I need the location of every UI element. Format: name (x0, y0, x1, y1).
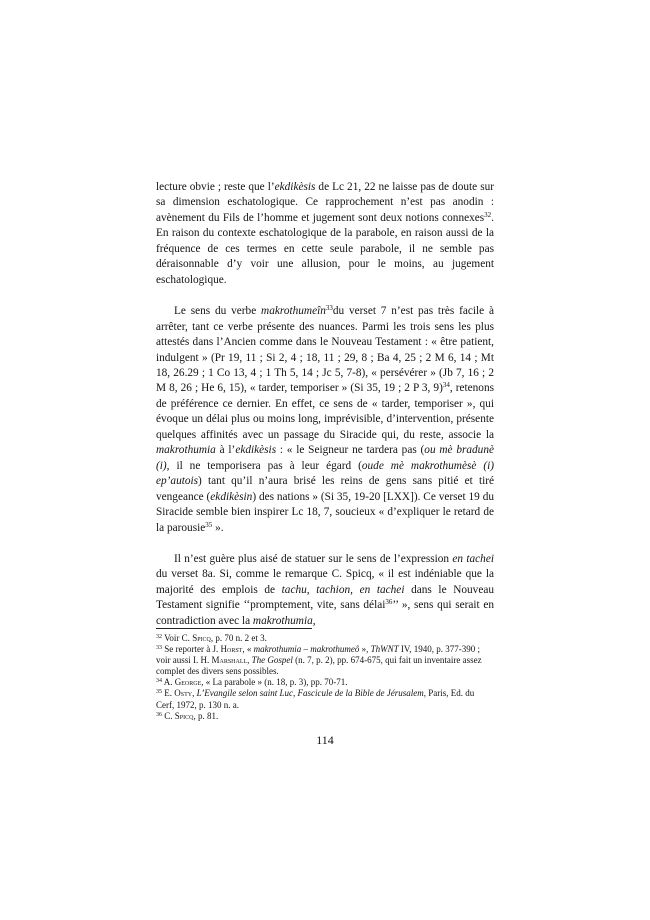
italic-text: ThWNT (370, 644, 399, 655)
text-run: , il ne temporisera pas à leur égard ( (166, 459, 362, 472)
footnote (156, 633, 494, 644)
footnote-number: 34 (156, 678, 162, 685)
footnote-ref: 33 (325, 304, 333, 313)
text-run: (n. 7, p. 2), pp. 674-675, qui fait un inventaire assez complet des divers sens possibles. (156, 655, 482, 677)
italic-text: L’Evangile selon saint Luc, Fascicule de la Bible de Jérusalem (196, 688, 424, 699)
italic-text: makrothumia – makrothumeô (253, 644, 360, 655)
text-run: , Paris, Ed. du Cerf, 1972, p. 130 n. a. (156, 688, 475, 710)
footnote-number: 35 (156, 689, 162, 696)
text-run: du verset 8a. Si, comme le remarque C. Spicq, « il est indéniable que la majorité des emplois de (156, 568, 494, 596)
text-run: E. (164, 688, 175, 699)
paragraph-gap (156, 536, 494, 552)
author-name: Horst (220, 644, 243, 655)
footnote-number: 36 (156, 711, 162, 718)
footnote-ref: 34 (442, 381, 450, 390)
italic-text: ekdikèsin (210, 490, 253, 503)
text-run: : « le Seigneur ne tardera pas ( (276, 444, 425, 457)
text-run: », (359, 644, 371, 655)
footnote-number: 33 (156, 645, 162, 652)
text-run: ’’ », sens qui serait en contradiction avec la (156, 599, 494, 627)
text-run: ». (212, 521, 224, 534)
text-run: , p. 81. (193, 710, 219, 721)
footnote-ref: 32 (484, 210, 492, 219)
text-run: , (247, 655, 252, 666)
text-run: Voir C. (164, 633, 193, 643)
author-name: Osty (174, 688, 193, 699)
text-run: IV, 1940, p. 377-390 ; voir aussi I. H. (156, 644, 481, 666)
footnotes (156, 633, 494, 722)
text-run: dans le Nouveau Testament signifie ‘‘promptement, vite, sans délai (156, 583, 495, 612)
paragraph (156, 180, 494, 288)
italic-text: ekdikèsis (235, 444, 277, 457)
text-run: C. (164, 710, 175, 721)
text-run: Le sens du verbe (174, 305, 262, 318)
italic-text: en tachei (452, 552, 494, 565)
italic-text: tachu, tachion, en tachei (281, 583, 405, 596)
footnote-ref: 36 (385, 598, 393, 607)
text-run: à l’ (215, 444, 236, 457)
italic-text: oude mè makrothumèsè (i) ep’autois (156, 459, 494, 488)
italic-text: makrothumeîn (261, 305, 326, 318)
italic-text: ekdikèsis (274, 181, 316, 193)
italic-text: ou mè bradunè (i) (156, 444, 494, 472)
text-run: , p. 70 n. 2 et 3. (210, 633, 267, 643)
footnote-ref: 35 (205, 520, 213, 529)
author-name: George (174, 677, 202, 688)
page-body (156, 180, 494, 629)
text-run: , (312, 614, 316, 627)
text-run: . En raison du contexte eschatologique de la parabole, en raison aussi de la fréquence de ces termes en cette seule parabole, il ne semble pas déraisonnable d’y voir une allusion, pour le moins, au jugement eschatologique. (156, 211, 494, 286)
italic-text: The Gospel (251, 655, 293, 666)
text-run: , « (242, 644, 254, 655)
footnote (156, 677, 494, 688)
italic-text: makrothumia (252, 614, 313, 627)
text-run: , (192, 688, 197, 699)
text-run: Il n’est guère plus aisé de statuer sur le sens de l’expression (174, 552, 453, 565)
paragraph (156, 304, 494, 536)
text-run: ) tant qu’il n’aura brisé les reins de gens sans pitié et tiré vengeance ( (156, 475, 494, 503)
author-name: Spicq (174, 710, 194, 721)
text-run: Se reporter à J. (164, 644, 221, 655)
text-run: de Lc 21, 22 ne laisse pas de doute sur sa dimension eschatologique. Ce rapprochement n’est pas anodin : avènement du Fils de l’homme et jugement sont deux notions connexes (156, 181, 495, 224)
text-run: lecture obvie ; reste que l’ (156, 181, 275, 193)
text-run: , « La parabole » (n. 18, p. 3), pp. 70-71. (201, 677, 348, 688)
paragraph (156, 552, 494, 629)
text-run: du verset 7 n’est pas très facile à arrêter, tant ce verbe présente des nuances. Parmi les trois sens les plus attestés dans l’Ancien comme dans le Nouveau Testament : « être patient, indulgent » (Pr 19, 11 ; Si 2, 4 ; 18, 11 ; 29, 8 ; Ba 4, 25 ; 2 M 6, 14 ; Mt 18, 26.29 ; 1 Co 13, 4 ; 1 Th 5, 14 ; Jc 5, 7-8), « persévérer » (Jb 7, 16 ; 2 M 8, 26 ; He 6, 15), « tarder, temporiser » (Si 35, 19 ; 2 P 3, 9) (156, 305, 494, 395)
page-number: 114 (316, 733, 334, 747)
footnote (156, 688, 494, 710)
italic-text: makrothumia (156, 444, 216, 457)
text-run: A. (163, 677, 175, 688)
footnote (156, 644, 494, 677)
footnote (156, 711, 494, 722)
footnote-number: 32 (156, 634, 162, 640)
footnote-separator (156, 628, 312, 629)
text-run: ) des nations » (Si 35, 19-20 [LXX]). Ce verset 19 du Siracide semble bien inspirer Lc 18, 7, soucieux « d’expliquer le retard de la parousie (156, 490, 494, 534)
paragraph-gap (156, 288, 494, 304)
author-name: Marshall (211, 655, 248, 666)
text-run: , retenons de préférence ce dernier. En effet, ce sens de « tarder, temporiser », qui évoque un délai plus ou moins long, imprévisible, d’intervention, présente quelques affinités avec un passage du Siracide qui, du reste, associe la (156, 382, 494, 441)
author-name: Spicq (192, 633, 211, 643)
